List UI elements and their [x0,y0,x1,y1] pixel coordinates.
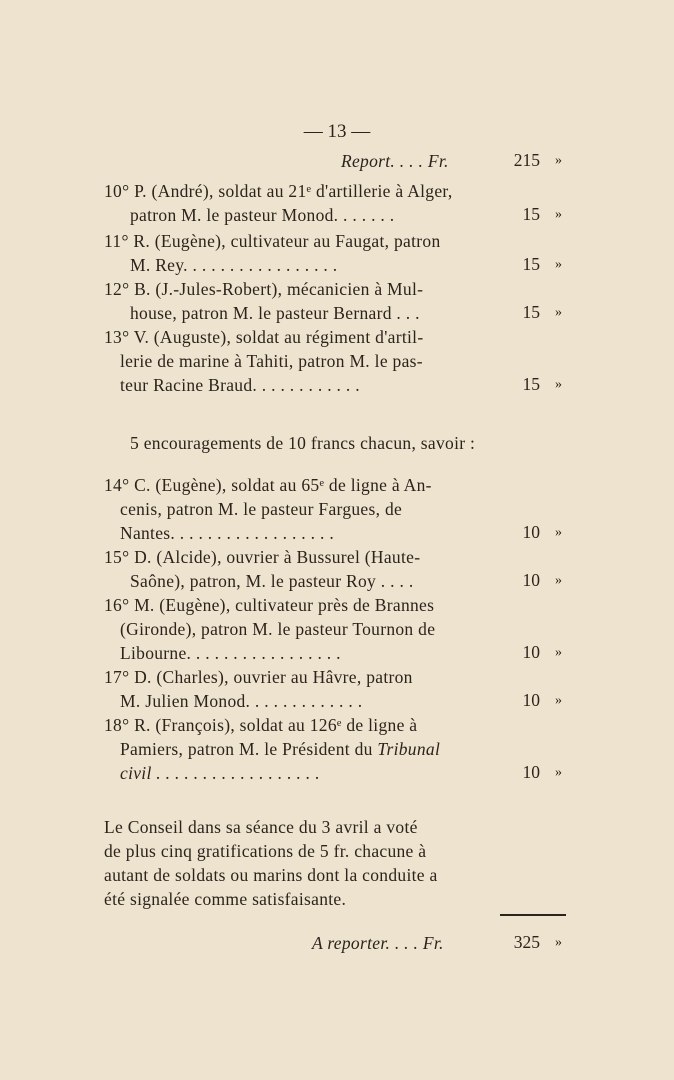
entry-13-line-2: lerie de marine à Tahiti, patron M. le pas- [120,351,423,371]
paragraph-line-4: été signalée comme satisfaisante. [104,889,347,909]
entry-15-mark: » [555,573,562,588]
entry-14-line-3: Nantes. . . . . . . . . . . . . . . . . . [120,523,335,543]
entry-17-line-2: M. Julien Monod. . . . . . . . . . . . . [120,691,363,711]
entry-11-amount: 15 [522,254,540,274]
entry-18-mark: » [555,765,562,780]
entry-15-amount: 10 [522,570,540,590]
page-number: — 13 — [303,121,371,142]
entry-14-amount: 10 [522,522,540,542]
report-mark: » [555,153,562,168]
entry-16-line-3: Libourne. . . . . . . . . . . . . . . . . [120,643,341,663]
entry-12-line-1: 12° B. (J.-Jules-Robert), mécanicien à Mul- [104,279,424,299]
entry-12-line-2: house, patron M. le pasteur Bernard . . . [130,303,420,323]
entry-15-line-2: Saône), patron, M. le pasteur Roy . . . . [130,571,414,591]
entry-10-line-2: patron M. le pasteur Monod. . . . . . . [130,205,395,225]
entry-16-mark: » [555,645,562,660]
footer-label: A reporter. . . . Fr. [312,933,444,953]
entry-18-amount: 10 [522,762,540,782]
entry-16-line-2: (Gironde), patron M. le pasteur Tournon de [120,619,436,639]
entry-12-amount: 15 [522,302,540,322]
entry-13-line-1: 13° V. (Auguste), soldat au régiment d'artil- [104,327,424,347]
entry-18-italic-tail: Tribunal [377,739,441,759]
entry-11-mark: » [555,257,562,272]
entry-11-line-2: M. Rey. . . . . . . . . . . . . . . . . [130,255,338,275]
entry-16-line-1: 16° M. (Eugène), cultivateur près de Brannes [104,595,435,615]
footer-amount: 325 [513,932,540,952]
entry-16-amount: 10 [522,642,540,662]
entry-18-line-1: 18° R. (François), soldat au 126ᵉ de ligne à [104,715,418,735]
entry-18-line-2-text: Pamiers, patron M. le Président du [120,739,378,759]
report-label: Report. . . . Fr. [341,151,449,171]
entry-18-line-3: civil . . . . . . . . . . . . . . . . . . [120,763,320,783]
entry-13-line-3: teur Racine Braud. . . . . . . . . . . . [120,375,360,395]
paragraph-line-1: Le Conseil dans sa séance du 3 avril a voté [104,817,418,837]
paragraph-line-2: de plus cinq gratifications de 5 fr. chacune à [104,841,427,861]
entry-14-line-2: cenis, patron M. le pasteur Fargues, de [120,499,403,519]
paragraph-line-3: autant de soldats ou marins dont la conduite a [104,865,438,885]
entry-10-mark: » [555,207,562,222]
entry-11-line-1: 11° R. (Eugène), cultivateur au Faugat, patron [104,231,441,251]
section-heading: 5 encouragements de 10 francs chacun, savoir : [130,433,476,453]
entry-17-line-1: 17° D. (Charles), ouvrier au Hâvre, patron [104,667,413,687]
entry-17-amount: 10 [522,690,540,710]
footer-mark: » [555,935,562,950]
entry-15-line-1: 15° D. (Alcide), ouvrier à Bussurel (Haute- [104,547,421,567]
entry-10-amount: 15 [522,204,540,224]
entry-13-amount: 15 [522,374,540,394]
entry-10-line-1: 10° P. (André), soldat au 21ᵉ d'artillerie à Alger, [104,181,453,201]
total-rule [500,914,566,916]
entry-12-mark: » [555,305,562,320]
entry-14-mark: » [555,525,562,540]
entry-14-line-1: 14° C. (Eugène), soldat au 65ᵉ de ligne à An- [104,475,432,495]
entry-18-line-2 [120,738,440,760]
entry-13-mark: » [555,377,562,392]
report-amount: 215 [513,150,540,170]
entry-17-mark: » [555,693,562,708]
